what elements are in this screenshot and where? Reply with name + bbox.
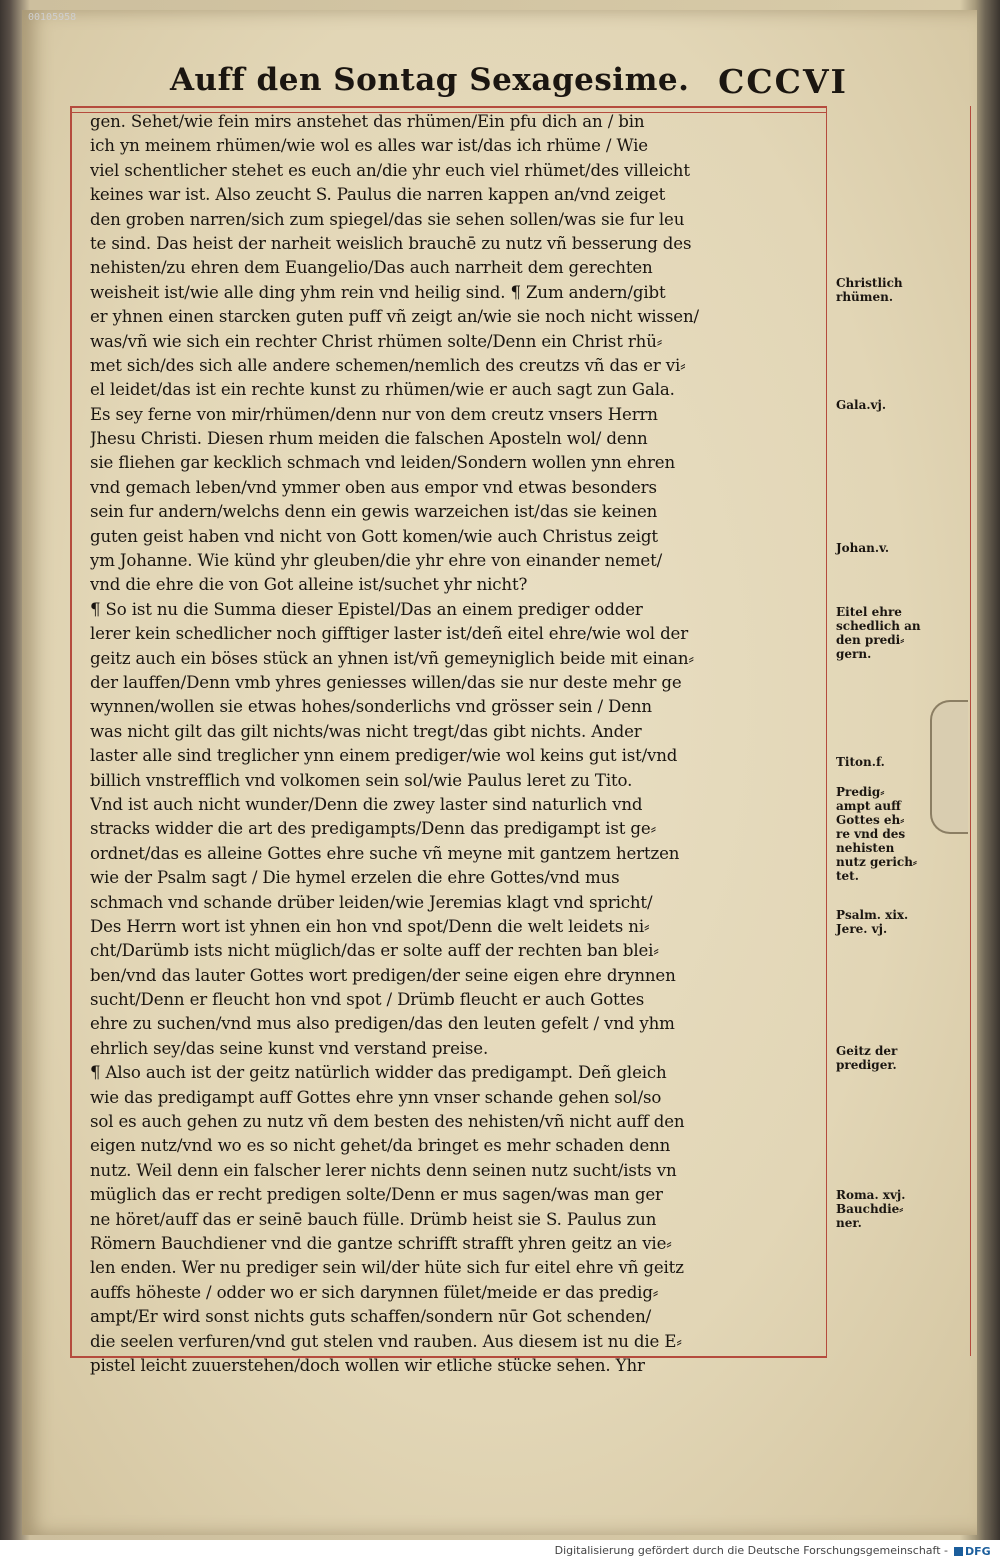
text-line: Des Herrn wort ist yhnen ein hon vnd spot/Denn die welt leidets ni⸗ [90,916,650,936]
page-header [170,62,850,106]
text-line: guten geist haben vnd nicht von Gott komen/wie auch Christus zeigt [90,526,658,546]
text-line: sol es auch gehen zu nutz vñ dem besten des nehisten/vñ nicht auff den [90,1112,685,1132]
text-line: len enden. Wer nu prediger sein wil/der hüte sich fur eitel ehre vñ geitz [90,1258,684,1278]
text-line: ben/vnd das lauter Gottes wort predigen/der seine eigen ehre drynnen [90,965,676,985]
text-line: schmach vnd schande drüber leiden/wie Jeremias klagt vnd spricht/ [90,892,653,912]
marginal-note [836,785,946,883]
text-line: gen. Sehet/wie fein mirs anstehet das rhümen/Ein pfu dich an / bin [90,112,645,131]
text-line: den groben narren/sich zum spiegel/das sie sehen sollen/was sie fur leu [90,209,685,229]
text-line: Es sey ferne von mir/rhümen/denn nur von dem creutz vnsers Herrn [90,404,658,424]
text-line: weisheit ist/wie alle ding yhm rein vnd heilig sind. ¶ Zum andern/gibt [90,282,666,302]
text-line: ordnet/das es alleine Gottes ehre suche vñ meyne mit gantzem hertzen [90,843,680,863]
text-line: laster alle sind treglicher ynn einem prediger/wie wol keins gut ist/vnd [90,746,678,766]
marginal-note-line: den predi⸗ [836,633,905,647]
marginal-note-line: nutz gerich⸗ [836,855,917,869]
frame-rule-left [70,106,72,1356]
marginal-note-line: rhümen. [836,290,894,304]
text-line: sie fliehen gar kecklich schmach vnd leiden/Sondern wollen ynn ehren [90,453,676,473]
dfg-logo-text: DFG [965,1544,991,1558]
frame-rule-margin [970,106,971,1356]
text-line: keines war ist. Also zeucht S. Paulus die narren kappen an/vnd zeiget [90,185,666,205]
text-line: geitz auch ein böses stück an yhnen ist/vñ gemeyniglich beide mit einan⸗ [90,648,694,668]
text-line: viel schentlicher stehet es euch an/die yhr euch viel rhümet/des villeicht [90,160,690,180]
text-line: Jhesu Christi. Diesen rhum meiden die falschen Aposteln wol/ denn [90,429,648,449]
text-line: Vnd ist auch nicht wunder/Denn die zwey laster sind naturlich vnd [90,794,643,814]
marginal-note-line: tet. [836,869,859,883]
marginal-note-line: ner. [836,1216,862,1230]
marginal-note-line: schedlich an [836,619,921,633]
marginal-note-line: prediger. [836,1058,897,1072]
marginal-note [836,398,946,412]
text-line: cht/Darümb ists nicht müglich/das er solte auff der rechten ban blei⸗ [90,941,659,961]
frame-rule-right [826,106,827,1356]
text-line: billich vnstrefflich vnd volkomen sein sol/wie Paulus leret zu Tito. [90,770,633,790]
text-line: auffs höheste / odder wo er sich darynnen fület/meide er das predig⸗ [90,1282,659,1302]
marginal-note-line: Geitz der [836,1044,898,1058]
text-line: nehisten/zu ehren dem Euangelio/Das auch narrheit dem gerechten [90,258,653,278]
text-line: met sich/des sich alle andere schemen/nemlich des creutzs vñ das er vi⸗ [90,355,686,375]
text-line: vnd gemach leben/vnd ymmer oben aus empor vnd etwas besonders [90,477,657,497]
marginal-note-line: ampt auff [836,799,901,813]
text-line: pistel leicht zuuerstehen/doch wollen wir etliche stücke sehen. Yhr [90,1355,645,1375]
text-line: ne höret/auff das er seinē bauch fülle. Drümb heist sie S. Paulus zun [90,1209,657,1229]
text-line: stracks widder die art des predigampts/Denn das predigampt ist ge⸗ [90,819,656,839]
text-line: vnd die ehre die von Got alleine ist/suchet yhr nicht? [90,575,528,595]
text-line: die seelen verfuren/vnd gut stelen vnd rauben. Aus diesem ist nu die E⸗ [90,1331,682,1351]
marginal-note-line: Gottes eh⸗ [836,813,905,827]
marginal-note-line: Eitel ehre [836,605,902,619]
text-line: ehrlich sey/das seine kunst vnd verstand preise. [90,1038,489,1058]
text-line: müglich das er recht predigen solte/Denn er mus sagen/was man ger [90,1185,663,1205]
marginal-note-line: Bauchdie⸗ [836,1202,904,1216]
text-line: wie der Psalm sagt / Die hymel erzelen die ehre Gottes/vnd mus [90,868,620,888]
marginal-note-line: Predig⸗ [836,785,885,799]
text-line: sein fur andern/welchs denn ein gewis warzeichen ist/das sie keinen [90,502,658,522]
text-line: wie das predigampt auff Gottes ehre ynn vnser schande gehen sol/so [90,1087,662,1107]
text-line: ¶ Also auch ist der geitz natürlich widder das predigampt. Deñ gleich [90,1063,667,1083]
text-line: eigen nutz/vnd wo es so nicht gehet/da bringet es mehr schaden denn [90,1136,671,1156]
text-line: ampt/Er wird sonst nichts guts schaffen/sondern nūr Got schenden/ [90,1307,652,1327]
text-line: ich yn meinem rhümen/wie wol es alles war ist/das ich rhüme / Wie [90,136,648,156]
marginal-note-line: Titon.f. [836,755,885,769]
dfg-logo [954,1543,992,1559]
marginal-note-line: Jere. vj. [836,922,888,936]
text-line: lerer kein schedlicher noch gifftiger laster ist/deñ eitel ehre/wie wol der [90,624,689,644]
text-line: was/vñ wie sich ein rechter Christ rhümen solte/Denn ein Christ rhü⸗ [90,331,663,351]
shelfmark: 00105958 [28,12,77,23]
marginal-note-line: re vnd des [836,827,906,841]
marginal-note-line: Roma. xvj. [836,1188,906,1202]
marginal-note-line: Psalm. xix. [836,908,909,922]
marginal-note [836,755,946,769]
marginal-note-line: Gala.vj. [836,398,887,412]
funding-credit: Digitalisierung gefördert durch die Deutsche Forschungsgemeinschaft - [554,1544,948,1557]
text-line: nutz. Weil denn ein falscher lerer nichts denn seinen nutz sucht/ists vn [90,1160,677,1180]
marginal-note-line: gern. [836,647,872,661]
marginal-note [836,908,946,936]
text-line: ¶ So ist nu die Summa dieser Epistel/Das an einem prediger odder [90,599,643,619]
frame-rule-top [70,106,826,108]
text-line: Römern Bauchdiener vnd die gantze schrifft strafft yhren geitz an vie⸗ [90,1233,672,1253]
dfg-logo-icon [954,1547,963,1556]
text-line: was nicht gilt das gilt nichts/was nicht tregt/das gibt nichts. Ander [90,721,642,741]
running-title: Auff den Sontag Sexagesime. [170,62,690,98]
text-line: sucht/Denn er fleucht hon vnd spot / Drümb fleucht er auch Gottes [90,990,645,1010]
text-line: el leidet/das ist ein rechte kunst zu rhümen/wie er auch sagt zun Gala. [90,380,675,400]
folio-number: CCCVI [718,62,848,101]
text-line: ym Johanne. Wie künd yhr gleuben/die yhr ehre von einander nemet/ [90,551,663,571]
text-line: der lauffen/Denn vmb yhres geniesses willen/das sie nur deste mehr ge [90,672,682,692]
text-line: te sind. Das heist der narheit weislich brauchē zu nutz vñ besserung des [90,233,692,253]
text-line: er yhnen einen starcken guten puff vñ zeigt an/wie sie noch nicht wissen/ [90,307,699,327]
marginal-note-line: nehisten [836,841,895,855]
marginal-note-line: Johan.v. [836,541,890,555]
marginal-note [836,1044,946,1072]
marginal-note [836,276,946,304]
footer-bar [0,1540,1000,1563]
body-text [90,110,826,1378]
marginal-note [836,605,946,661]
marginal-note-line: Christlich [836,276,903,290]
text-line: ehre zu suchen/vnd mus also predigen/das den leuten gefelt / vnd yhm [90,1014,675,1034]
text-line: wynnen/wollen sie etwas hohes/sonderlichs vnd grösser sein / Denn [90,697,652,717]
marginal-note [836,1188,946,1230]
marginal-note [836,541,946,555]
